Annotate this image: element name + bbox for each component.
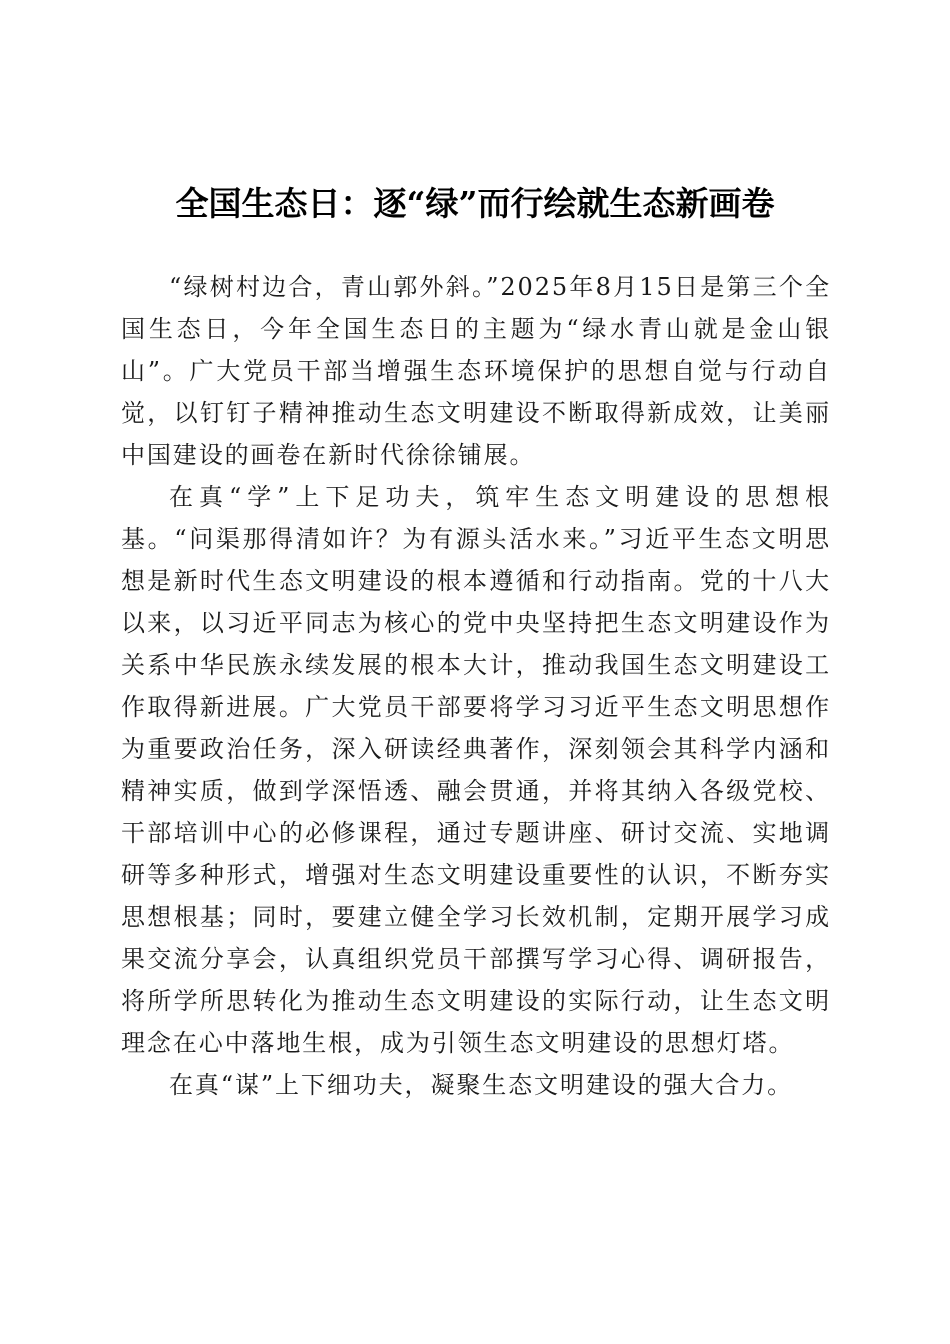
document-body	[121, 266, 831, 1106]
paragraph-study: 在真“学”上下足功夫，筑牢生态文明建设的思想根基。“问渠那得清如许？为有源头活水来。”习近平生态文明思想是新时代生态文明建设的根本遵循和行动指南。党的十八大以来，以习近平同志为核心的党中央坚持把生态文明建设作为关系中华民族永续发展的根本大计，推动我国生态文明建设工作取得新进展。广大党员干部要将学习习近平生态文明思想作为重要政治任务，深入研读经典著作，深刻领会其科学内涵和精神实质，做到学深悟透、融会贯通，并将其纳入各级党校、干部培训中心的必修课程，通过专题讲座、研讨交流、实地调研等多种形式，增强对生态文明建设重要性的认识，不断夯实思想根基；同时，要建立健全学习长效机制，定期开展学习成果交流分享会，认真组织党员干部撰写学习心得、调研报告，将所学所思转化为推动生态文明建设的实际行动，让生态文明理念在心中落地生根，成为引领生态文明建设的思想灯塔。	[121, 483, 831, 1057]
paragraph-plan: 在真“谋”上下细功夫，凝聚生态文明建设的强大合力。	[169, 1071, 794, 1099]
document-title: 全国生态日：逐“绿”而行绘就生态新画卷	[175, 184, 775, 223]
paragraph-intro: “绿树村边合，青山郭外斜。”2025年8月15日是第三个全国生态日，今年全国生态日的主题为“绿水青山就是金山银山”。广大党员干部当增强生态环境保护的思想自觉与行动自觉，以钉钉子精神推动生态文明建设不断取得新成效，让美丽中国建设的画卷在新时代徐徐铺展。	[121, 273, 831, 469]
